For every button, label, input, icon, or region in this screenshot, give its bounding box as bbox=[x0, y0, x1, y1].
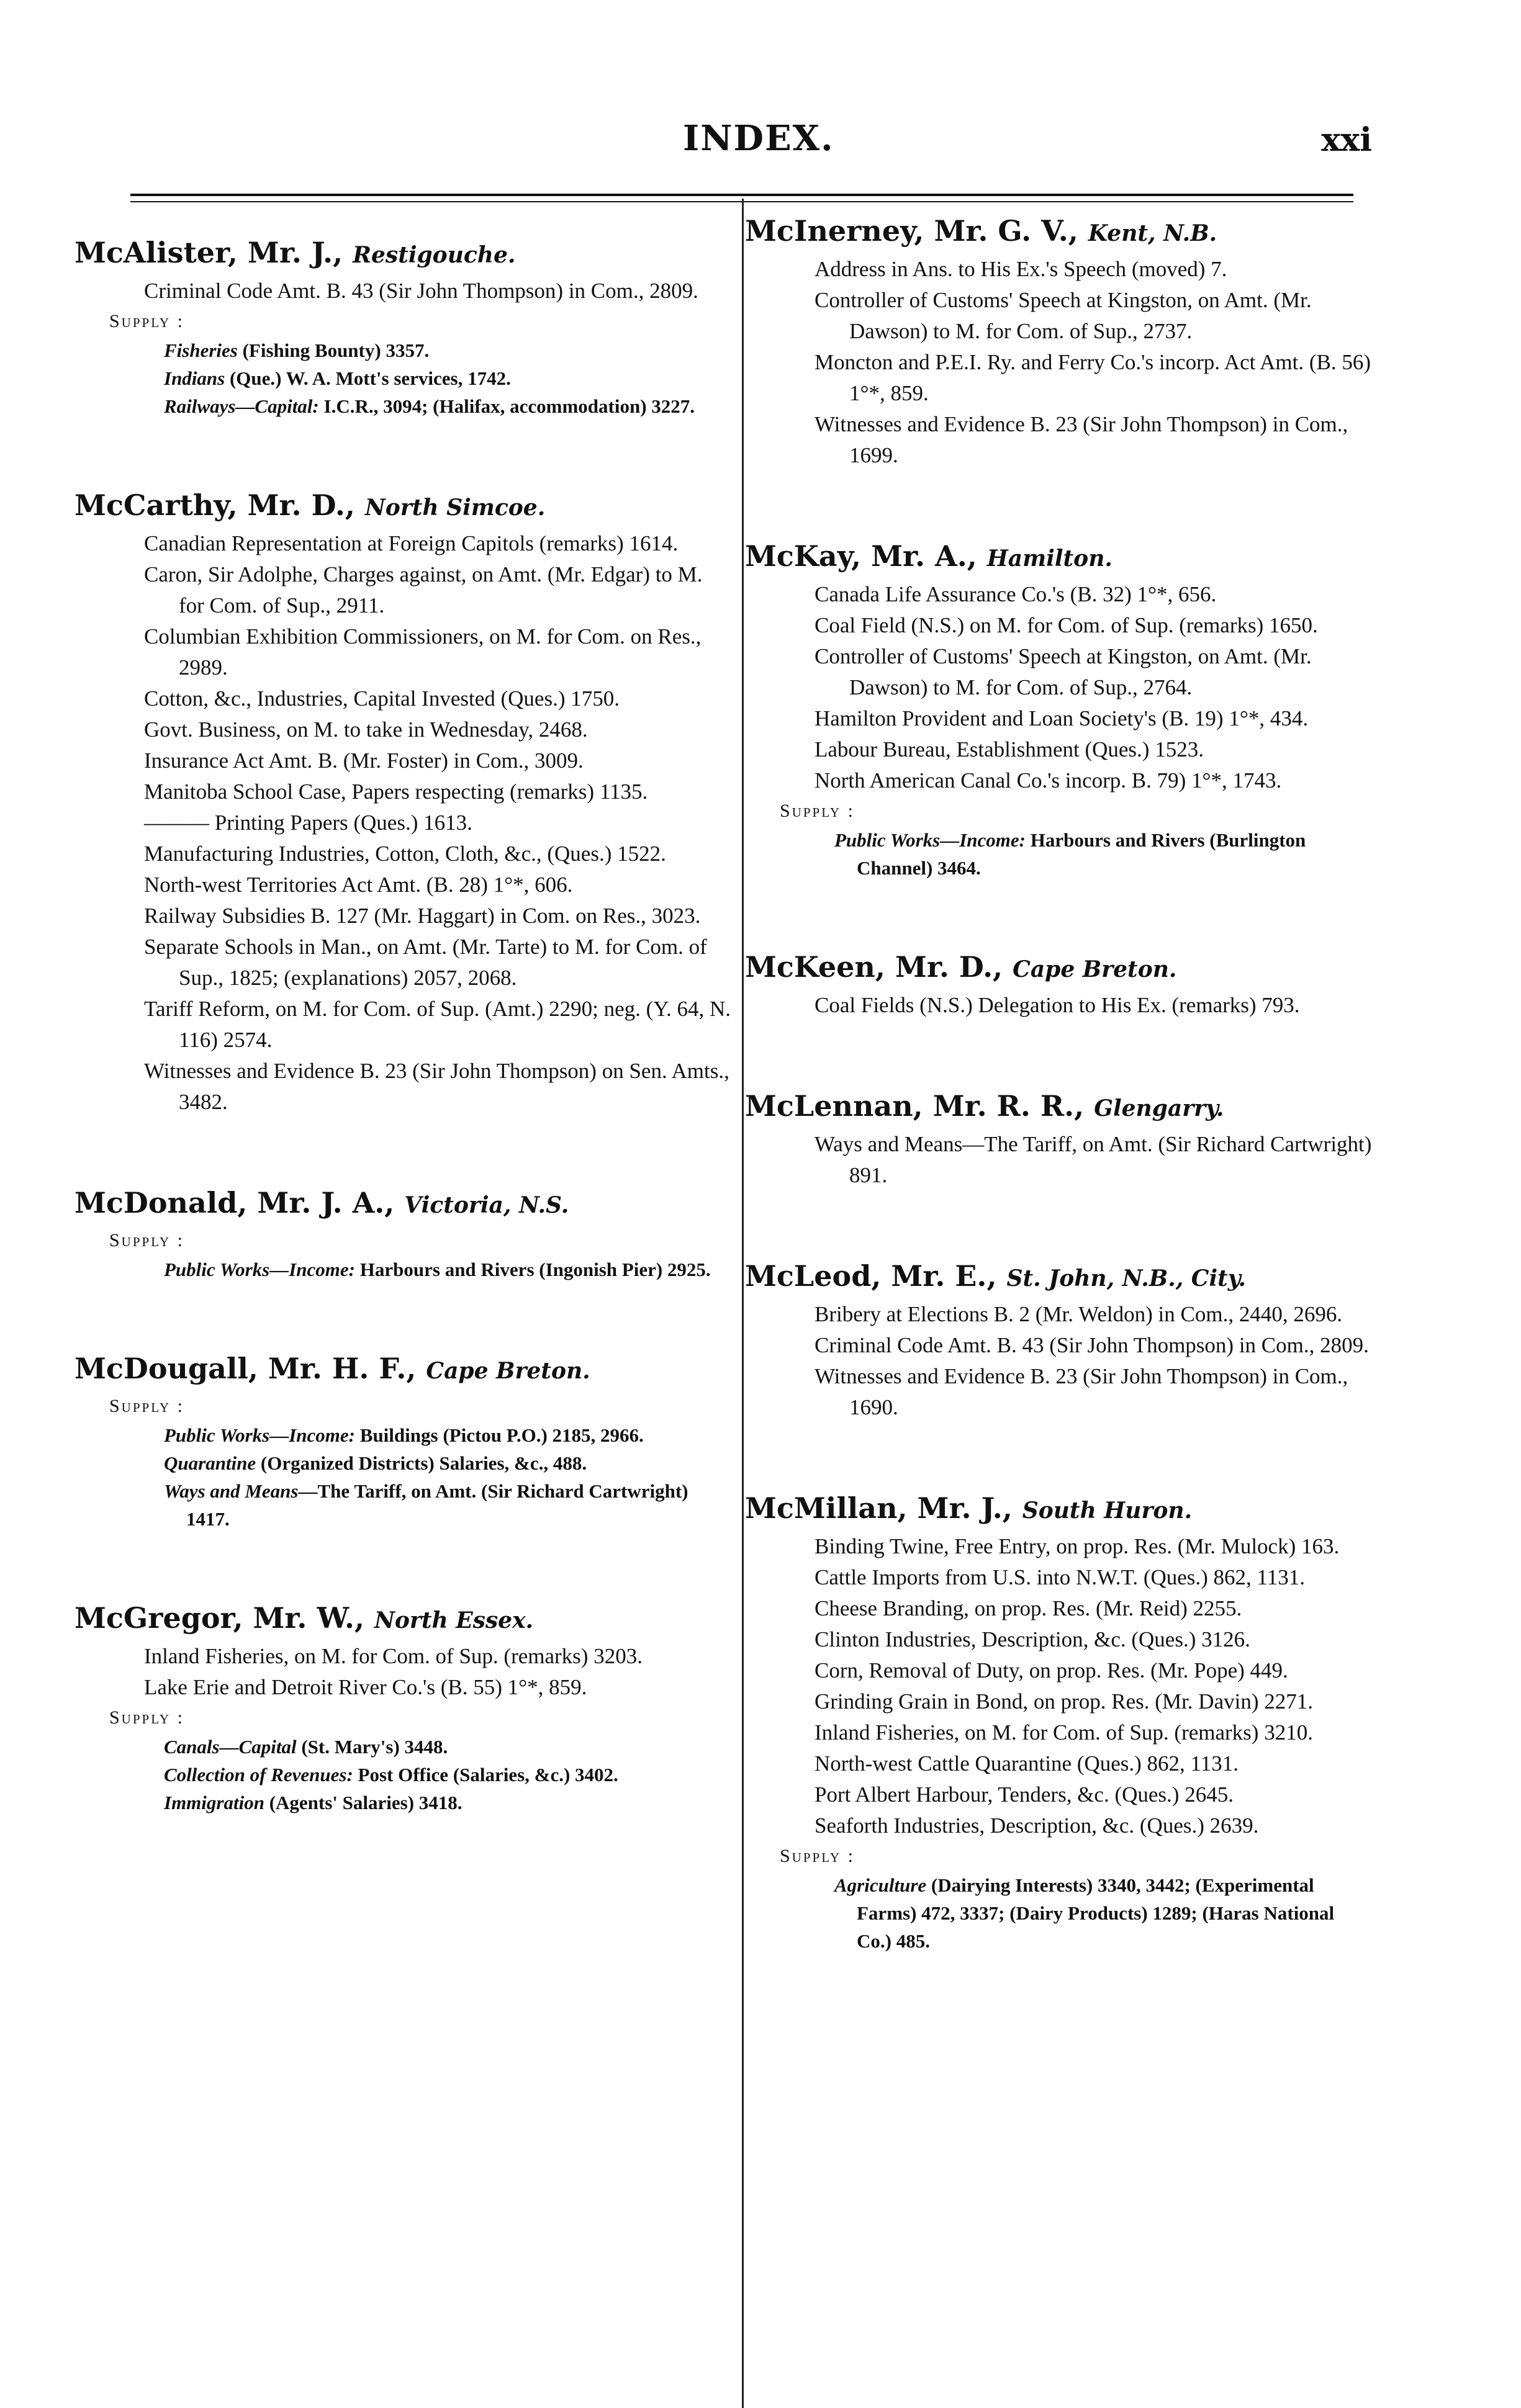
constituency: North Simcoe. bbox=[364, 495, 546, 521]
member-name: McAlister, Mr. J., bbox=[74, 236, 343, 269]
right-column bbox=[745, 214, 1372, 2023]
constituency: Victoria, N.S. bbox=[404, 1192, 569, 1218]
member-name: McDougall, Mr. H. F., bbox=[74, 1352, 417, 1385]
index-item: Lake Erie and Detroit River Co.'s (B. 55) 1°*, 859. bbox=[144, 1675, 587, 1699]
constituency: Kent, N.B. bbox=[1088, 220, 1217, 246]
index-item: North American Canal Co.'s incorp. B. 79) 1°*, 1743. bbox=[815, 768, 1282, 793]
index-entry bbox=[74, 1601, 733, 1817]
index-entry bbox=[74, 1352, 733, 1533]
index-entry bbox=[745, 1491, 1372, 1955]
entry-name bbox=[745, 1491, 1372, 1525]
index-item: Railway Subsidies B. 127 (Mr. Haggart) in Com. on Res., 3023. bbox=[144, 904, 701, 928]
supply-item bbox=[780, 1871, 1372, 1955]
index-item: Controller of Customs' Speech at Kingston, on Amt. (Mr. Dawson) to M. for Com. of Sup., 2737. bbox=[815, 288, 1312, 343]
supply-item bbox=[109, 336, 733, 364]
member-name: McKay, Mr. A., bbox=[745, 539, 977, 573]
entry-name bbox=[745, 1259, 1372, 1293]
index-item: Port Albert Harbour, Tenders, &c. (Ques.) 2645. bbox=[815, 1782, 1234, 1807]
entry-name bbox=[74, 1186, 733, 1220]
member-name: McKeen, Mr. D., bbox=[745, 950, 1003, 984]
index-item: Tariff Reform, on M. for Com. of Sup. (Amt.) 2290; neg. (Y. 64, N. 116) 2574. bbox=[144, 997, 731, 1052]
supply-item bbox=[109, 392, 733, 420]
index-entry bbox=[745, 950, 1372, 1021]
supply-label: Supply : bbox=[109, 311, 184, 331]
index-item: Caron, Sir Adolphe, Charges against, on Amt. (Mr. Edgar) to M. for Com. of Sup., 2911. bbox=[144, 562, 703, 618]
index-item: ——— Printing Papers (Ques.) 1613. bbox=[144, 811, 472, 835]
supply-detail: —The Tariff, on Amt. (Sir Richard Cartwright) 1417. bbox=[186, 1480, 688, 1530]
supply-label: Supply : bbox=[109, 1230, 184, 1251]
index-item: Columbian Exhibition Commissioners, on M. for Com. on Res., 2989. bbox=[144, 624, 702, 680]
entry-name bbox=[745, 950, 1372, 984]
index-item: Bribery at Elections B. 2 (Mr. Weldon) in Com., 2440, 2696. bbox=[815, 1302, 1343, 1326]
supply-heading: Quarantine bbox=[164, 1452, 256, 1474]
supply-heading: Canals—Capital bbox=[164, 1736, 297, 1758]
index-item: Clinton Industries, Description, &c. (Ques.) 3126. bbox=[815, 1627, 1250, 1651]
index-item: Insurance Act Amt. B. (Mr. Foster) in Com., 3009. bbox=[144, 748, 584, 773]
index-item: Inland Fisheries, on M. for Com. of Sup. (remarks) 3210. bbox=[815, 1720, 1313, 1745]
index-item: Inland Fisheries, on M. for Com. of Sup. (remarks) 3203. bbox=[144, 1644, 643, 1668]
supply-item bbox=[109, 1421, 733, 1449]
supply-heading: Agriculture bbox=[834, 1874, 927, 1896]
index-entry bbox=[745, 1089, 1372, 1191]
supply-detail: (Organized Districts) Salaries, &c., 488. bbox=[256, 1452, 587, 1474]
supply-detail: Harbours and Rivers (Burlington Channel) 3464. bbox=[857, 829, 1306, 879]
supply-heading: Fisheries bbox=[164, 339, 238, 361]
supply-item bbox=[109, 1449, 733, 1477]
entry-name bbox=[74, 1601, 733, 1635]
header-rule-top bbox=[130, 194, 1353, 196]
index-item: Cheese Branding, on prop. Res. (Mr. Reid) 2255. bbox=[815, 1596, 1242, 1620]
index-item: Labour Bureau, Establishment (Ques.) 1523. bbox=[815, 737, 1204, 761]
index-item: Canada Life Assurance Co.'s (B. 32) 1°*, 656. bbox=[815, 582, 1217, 606]
index-item: Moncton and P.E.I. Ry. and Ferry Co.'s incorp. Act Amt. (B. 56) 1°*, 859. bbox=[815, 350, 1371, 405]
member-name: McInerney, Mr. G. V., bbox=[745, 214, 1078, 248]
index-item: North-west Territories Act Amt. (B. 28) 1°*, 606. bbox=[144, 873, 573, 897]
supply-heading: Railways—Capital: bbox=[164, 395, 319, 417]
index-item: Manufacturing Industries, Cotton, Cloth, &c., (Ques.) 1522. bbox=[144, 842, 666, 866]
supply-detail: Harbours and Rivers (Ingonish Pier) 2925. bbox=[355, 1259, 711, 1280]
index-item: Coal Fields (N.S.) Delegation to His Ex. (remarks) 793. bbox=[815, 993, 1300, 1017]
index-item: North-west Cattle Quarantine (Ques.) 862, 1131. bbox=[815, 1751, 1239, 1776]
index-entry bbox=[74, 488, 733, 1118]
index-item: Address in Ans. to His Ex.'s Speech (moved) 7. bbox=[815, 257, 1227, 281]
supply-heading: Immigration bbox=[164, 1792, 264, 1813]
constituency: North Essex. bbox=[374, 1607, 534, 1633]
constituency: Cape Breton. bbox=[426, 1358, 590, 1384]
supply-heading: Collection of Revenues: bbox=[164, 1764, 353, 1786]
left-column bbox=[74, 236, 733, 1885]
index-entry bbox=[74, 1186, 733, 1283]
index-entry bbox=[745, 1259, 1372, 1423]
supply-label: Supply : bbox=[109, 1396, 184, 1416]
supply-detail: (Dairying Interests) 3340, 3442; (Experimental Farms) 472, 3337; (Dairy Products) 1289; (Haras National Co.) 485. bbox=[857, 1874, 1335, 1952]
constituency: Hamilton. bbox=[986, 546, 1113, 572]
supply-item bbox=[109, 1477, 733, 1533]
supply-heading: Public Works—Income: bbox=[834, 829, 1026, 851]
supply-detail: (Agents' Salaries) 3418. bbox=[264, 1792, 463, 1813]
entry-name bbox=[745, 1089, 1372, 1123]
supply-detail: Post Office (Salaries, &c.) 3402. bbox=[353, 1764, 618, 1786]
index-entry bbox=[745, 214, 1372, 471]
index-item: Grinding Grain in Bond, on prop. Res. (Mr. Davin) 2271. bbox=[815, 1689, 1313, 1714]
member-name: McGregor, Mr. W., bbox=[74, 1601, 364, 1635]
column-divider bbox=[742, 199, 744, 2408]
member-name: McLeod, Mr. E., bbox=[745, 1259, 997, 1293]
supply-heading: Indians bbox=[164, 367, 225, 389]
supply-detail: (St. Mary's) 3448. bbox=[296, 1736, 448, 1758]
index-item: Seaforth Industries, Description, &c. (Ques.) 2639. bbox=[815, 1813, 1259, 1838]
supply-detail: I.C.R., 3094; (Halifax, accommodation) 3227. bbox=[318, 395, 695, 417]
member-name: McLennan, Mr. R. R., bbox=[745, 1089, 1085, 1123]
index-item: Controller of Customs' Speech at Kingston, on Amt. (Mr. Dawson) to M. for Com. of Sup., 2764. bbox=[815, 644, 1312, 699]
member-name: McDonald, Mr. J. A., bbox=[74, 1186, 395, 1220]
index-item: Corn, Removal of Duty, on prop. Res. (Mr. Pope) 449. bbox=[815, 1658, 1288, 1682]
index-item: Binding Twine, Free Entry, on prop. Res. (Mr. Mulock) 163. bbox=[815, 1534, 1340, 1558]
index-item: Cotton, &c., Industries, Capital Invested (Ques.) 1750. bbox=[144, 686, 620, 711]
supply-detail: (Que.) W. A. Mott's services, 1742. bbox=[225, 367, 511, 389]
supply-item bbox=[109, 364, 733, 392]
constituency: Restigouche. bbox=[353, 242, 516, 268]
constituency: South Huron. bbox=[1022, 1498, 1193, 1524]
index-item: Witnesses and Evidence B. 23 (Sir John Thompson) in Com., 1690. bbox=[815, 1364, 1348, 1419]
supply-item bbox=[109, 1789, 733, 1817]
index-item: Witnesses and Evidence B. 23 (Sir John Thompson) on Sen. Amts., 3482. bbox=[144, 1059, 729, 1114]
supply-item bbox=[109, 1761, 733, 1789]
index-item: Coal Field (N.S.) on M. for Com. of Sup. (remarks) 1650. bbox=[815, 613, 1318, 637]
index-item: Ways and Means—The Tariff, on Amt. (Sir Richard Cartwright) 891. bbox=[815, 1132, 1372, 1187]
supply-item bbox=[780, 826, 1372, 882]
index-item: Separate Schools in Man., on Amt. (Mr. Tarte) to M. for Com. of Sup., 1825; (explanations) 2057, 2068. bbox=[144, 935, 707, 990]
entry-name bbox=[74, 1352, 733, 1385]
member-name: McCarthy, Mr. D., bbox=[74, 488, 355, 522]
page-number: xxi bbox=[1321, 121, 1372, 159]
supply-detail: Buildings (Pictou P.O.) 2185, 2966. bbox=[355, 1424, 644, 1446]
index-entry bbox=[74, 236, 733, 420]
supply-detail: (Fishing Bounty) 3357. bbox=[237, 339, 430, 361]
constituency: Glengarry. bbox=[1094, 1095, 1224, 1121]
supply-heading: Ways and Means bbox=[164, 1480, 299, 1502]
index-item: Govt. Business, on M. to take in Wednesday, 2468. bbox=[144, 717, 588, 742]
supply-heading: Public Works—Income: bbox=[164, 1259, 356, 1280]
entry-name bbox=[74, 488, 733, 522]
member-name: McMillan, Mr. J., bbox=[745, 1491, 1013, 1525]
index-item: Hamilton Provident and Loan Society's (B. 19) 1°*, 434. bbox=[815, 706, 1309, 730]
constituency: Cape Breton. bbox=[1013, 956, 1177, 982]
index-item: Criminal Code Amt. B. 43 (Sir John Thompson) in Com., 2809. bbox=[815, 1333, 1369, 1357]
index-item: Cattle Imports from U.S. into N.W.T. (Ques.) 862, 1131. bbox=[815, 1565, 1306, 1589]
supply-label: Supply : bbox=[109, 1707, 184, 1728]
supply-heading: Public Works—Income: bbox=[164, 1424, 356, 1446]
entry-name bbox=[745, 539, 1372, 573]
index-entry bbox=[745, 539, 1372, 882]
entry-name bbox=[74, 236, 733, 269]
index-item: Criminal Code Amt. B. 43 (Sir John Thompson) in Com., 2809. bbox=[144, 279, 698, 303]
index-item: Witnesses and Evidence B. 23 (Sir John Thompson) in Com., 1699. bbox=[815, 412, 1348, 467]
supply-label: Supply : bbox=[780, 801, 855, 821]
supply-item bbox=[109, 1733, 733, 1761]
index-item: Manitoba School Case, Papers respecting (remarks) 1135. bbox=[144, 779, 648, 804]
index-item: Canadian Representation at Foreign Capitols (remarks) 1614. bbox=[144, 531, 679, 555]
constituency: St. John, N.B., City. bbox=[1006, 1265, 1247, 1292]
supply-item bbox=[109, 1256, 733, 1283]
supply-label: Supply : bbox=[780, 1846, 855, 1866]
page-title: INDEX. bbox=[683, 118, 834, 159]
entry-name bbox=[745, 214, 1372, 248]
